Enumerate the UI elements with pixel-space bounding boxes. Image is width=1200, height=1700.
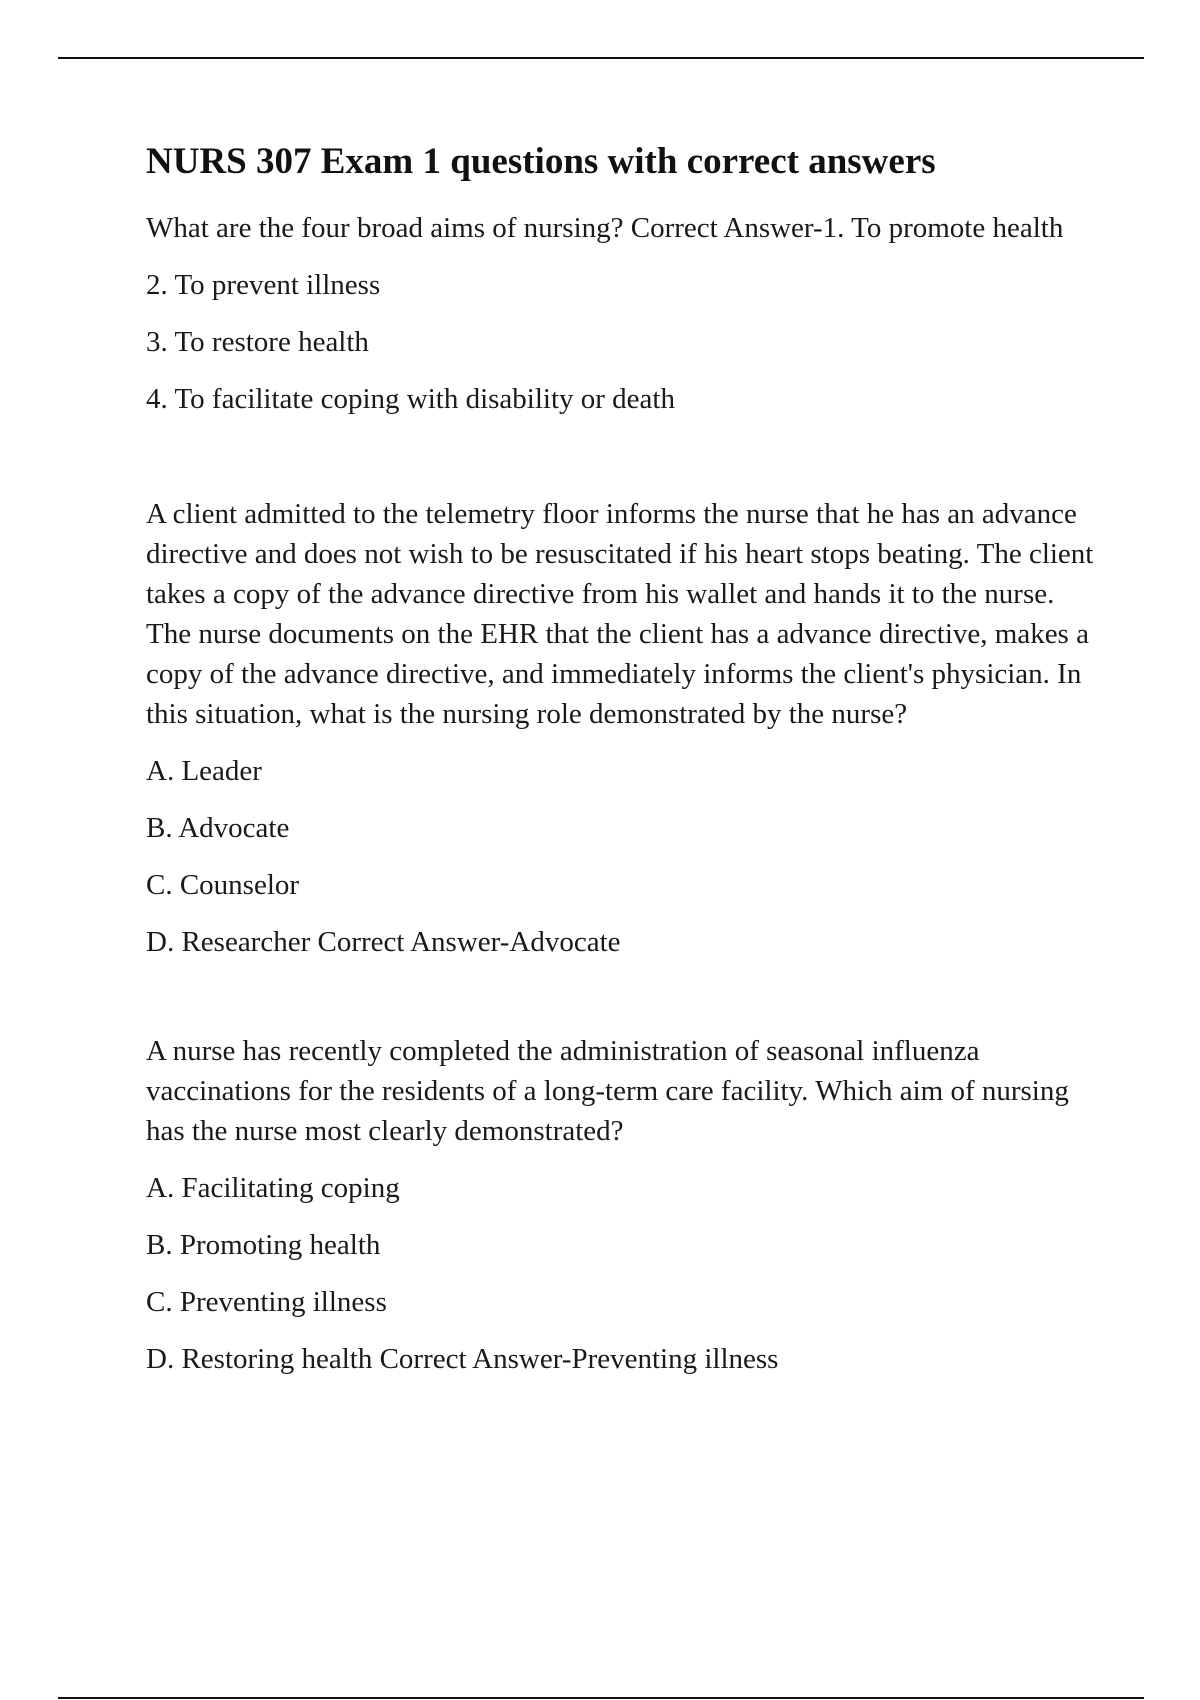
- question-text: A nurse has recently completed the administration of seasonal influenza vaccinations for the residents of a long-term care facility. Which aim of nursing has the nurse most clearly demonstrated?: [146, 1035, 1069, 1147]
- answer-option: C. Preventing illness: [146, 1286, 387, 1318]
- header-rule: [58, 57, 1144, 59]
- answer-option: B. Promoting health: [146, 1229, 381, 1261]
- document-body: [146, 140, 1106, 1396]
- answer-line: 3. To restore health: [146, 326, 369, 358]
- footer-rule: [58, 1697, 1144, 1699]
- question-text: What are the four broad aims of nursing? Correct Answer-1. To promote health: [146, 212, 1064, 244]
- question-text: A client admitted to the telemetry floor informs the nurse that he has an advance directive and does not wish to be resuscitated if his heart stops beating. The client takes a copy of the advance directive from his wallet and hands it to the nurse. The nurse documents on the EHR that the client has a advance directive, makes a copy of the advance directive, and immediately informs the client's physician. In this situation, what is the nursing role demonstrated by the nurse?: [146, 498, 1094, 730]
- answer-option: C. Counselor: [146, 869, 300, 901]
- answer-option: D. Restoring health Correct Answer-Preventing illness: [146, 1343, 779, 1375]
- answer-option: A. Leader: [146, 755, 262, 787]
- spacer: [146, 979, 1106, 1031]
- answer-line: 2. To prevent illness: [146, 269, 381, 301]
- question-block-1: [146, 208, 1106, 419]
- question-block-3: [146, 1031, 1106, 1379]
- answer-option: B. Advocate: [146, 812, 290, 844]
- page-title: NURS 307 Exam 1 questions with correct answers: [146, 141, 936, 182]
- answer-option: D. Researcher Correct Answer-Advocate: [146, 926, 621, 958]
- question-block-2: [146, 494, 1106, 962]
- answer-option: A. Facilitating coping: [146, 1172, 400, 1204]
- answer-line: 4. To facilitate coping with disability or death: [146, 383, 675, 415]
- spacer: [146, 436, 1106, 494]
